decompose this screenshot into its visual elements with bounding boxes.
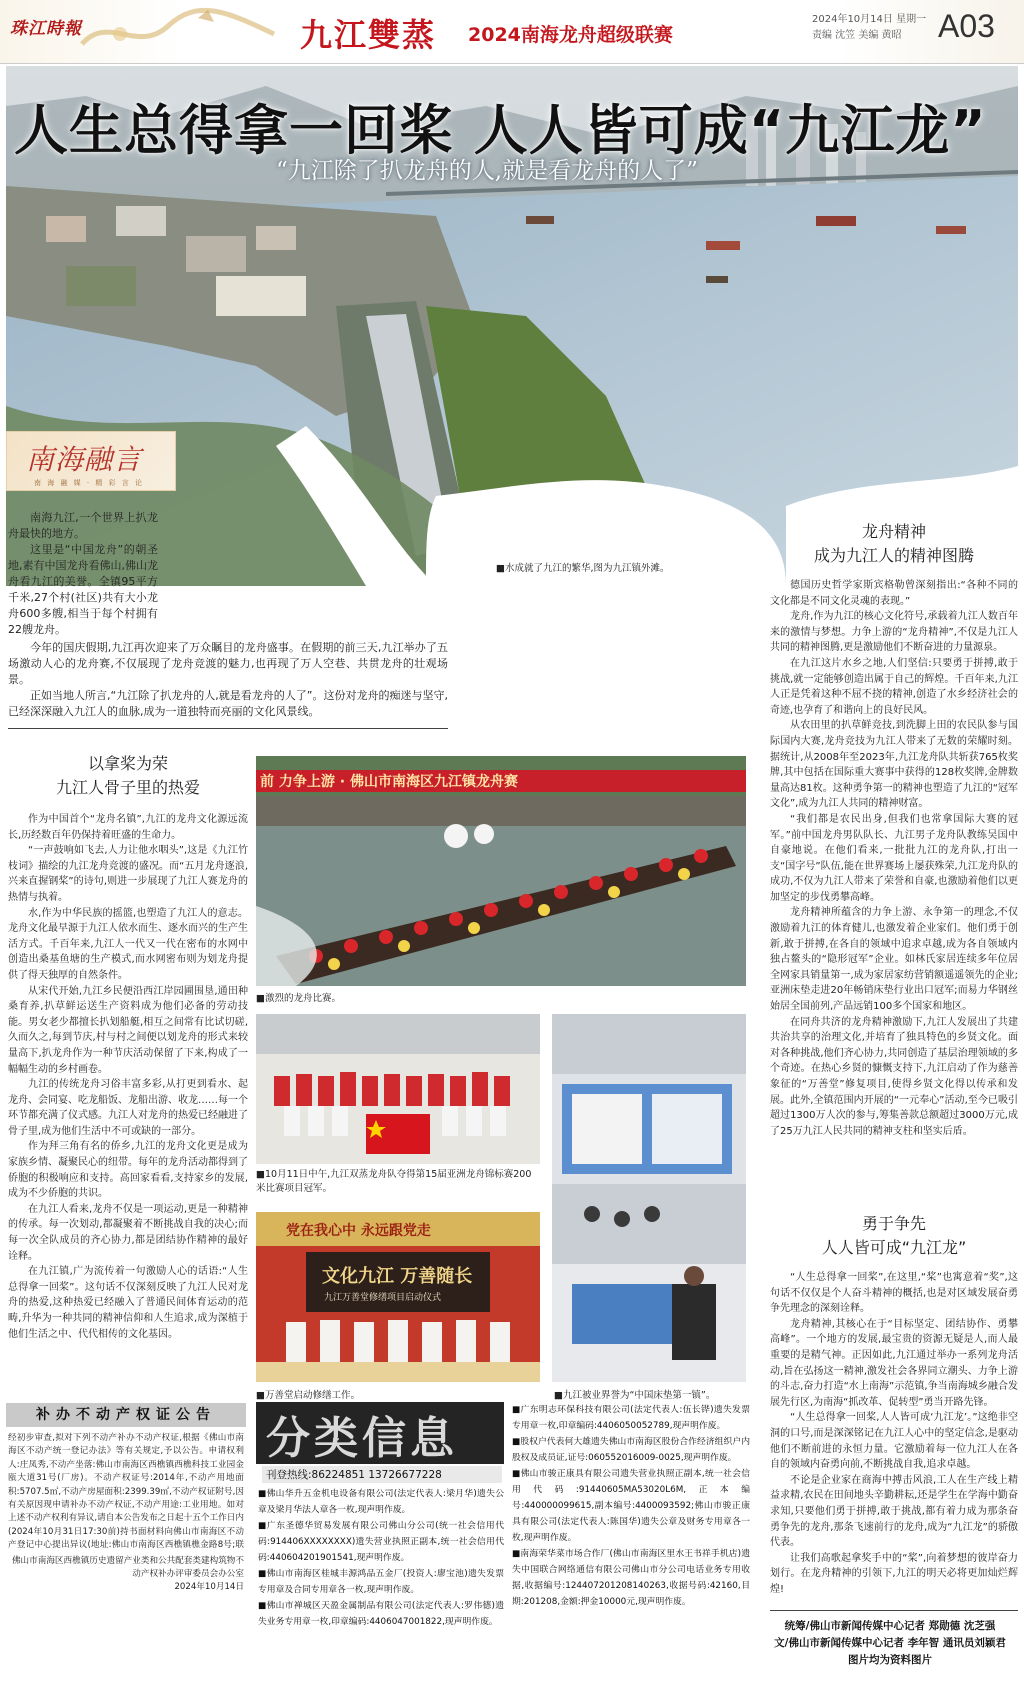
classifieds-hotline: 刊登热线:86224851 13726677228 bbox=[262, 1466, 502, 1483]
stage-screen-title: 文化九江 万善随长 bbox=[322, 1266, 473, 1287]
article-paragraph: 龙舟精神,其核心在于“目标坚定、团结协作、勇攀高峰”。一个地方的发展,最宝贵的资源无疑是人,而人最重要的是精气神。正因如此,九江通过举办一系列龙舟活动,旨在弘扬这一精神,激发社会各界同立潮头、力争上游的斗志,奋力打造“水上南海”示范镇,争当南海城乡融合发展先行区,为南海“抓改革、促转型”勇当开路先锋。 bbox=[770, 1318, 1018, 1408]
credit-line: 文/佛山市新闻传媒中心记者 李年智 通讯员刘颖君 bbox=[774, 1637, 1006, 1649]
article-paragraph: “人生总得拿一回桨”,在这里,“桨”也寓意着“奖”,这句话不仅仅是个人奋斗精神的概括,也是对区域发展奋勇争先理念的深刻诠释。 bbox=[770, 1272, 1018, 1315]
article-paragraph: 龙舟,作为九江的核心文化符号,承载着九江人数百年来的激情与梦想。力争上游的“龙舟精神”,不仅是九江人共同的精神图腾,更是激励他们不断奋进的力量源泉。 bbox=[770, 611, 1018, 654]
column-badge-subtitle: 南 海 融 媒 · 精 彩 言 论 bbox=[34, 479, 145, 487]
notice-signer: 佛山市南海区西樵镇历史遗留产业类和公共配套类建构筑物不动产权补办评审委员会办公室 bbox=[11, 1556, 244, 1579]
classifieds-column-mid bbox=[258, 1486, 504, 1676]
article-credits bbox=[760, 1618, 1020, 1669]
hero-caption: ■水成就了九江的繁华,图为九江镇外滩。 bbox=[496, 563, 670, 574]
article-paragraph: 在九江人看来,龙舟不仅是一项运动,更是一种精神的传承。每一次划动,都凝聚着不断挑战自我的决心;而每一次全队成员的齐心协力,都是团结协作精神的最好诠释。 bbox=[8, 1203, 248, 1262]
article-paragraph: 在九江镇,广为流传着一句激励人心的话语:“人生总得拿一回桨”。这句话不仅深刻反映了九江人民对龙舟的热爱,这种热爱已经融入了普通民间体育运动的范畴,升华为一种共同的精神信仰和人生追求,成为深植于他们生活之中、代代相传的文化基因。 bbox=[8, 1266, 248, 1340]
right-heading1-line1: 龙舟精神 bbox=[861, 522, 926, 541]
stage-caption: ■万善堂启动修缮工作。 bbox=[256, 1390, 360, 1401]
left-heading-line1: 以拿桨为荣 bbox=[87, 754, 168, 773]
classified-ad: ■股权户代表何大雄遗失佛山市南海区股份合作经济组织户内股权及成员证,证号:06055201600​9-0025,现声明作废。 bbox=[512, 1437, 750, 1463]
classifieds-title: 分类信息 bbox=[266, 1413, 458, 1464]
article-paragraph: “我们都是农民出身,但我们也常拿国际大赛的冠军。”前中国龙舟男队队长、九江男子龙舟队教练吴国中自豪地说。在他们看来,一批批九江的龙舟队,打出一支“国字号”队伍,能在世界赛场上屡获殊荣,九江龙舟队的成功,不仅为九江人带来了荣誉和自豪,也激励着他们以更加坚定的步伐勇攀高峰。 bbox=[770, 813, 1018, 903]
notice-signature bbox=[8, 1555, 244, 1594]
race-caption: ■激烈的龙舟比赛。 bbox=[256, 993, 341, 1004]
notice-date: 2024年10月14日 bbox=[174, 1582, 244, 1592]
article-paragraph: 作为中国首个“龙舟名镇”,九江的龙舟文化源远流长,历经数百年仍保持着旺盛的生命力。 bbox=[8, 814, 248, 841]
right-heading2-line2: 人人皆可成“九江龙” bbox=[821, 1238, 967, 1257]
classified-ad: ■南海荣华菜市场合作厂(佛山市南海区里水王书祥手机店)遗失中国联合网络通信有限公司佛山市分公司电话业务专用收据,收据编号:12440720120814​0263,收据号码:42160,目期:201208,金额:押金10000元,现声明作废。 bbox=[512, 1549, 750, 1607]
dragon-boat-race-photo bbox=[256, 756, 746, 986]
stage-screen-subtitle: 九江万善堂修缮项目启动仪式 bbox=[324, 1293, 442, 1303]
factory-caption: ■九江被业界誉为“中国床垫第一镇”。 bbox=[554, 1390, 716, 1401]
credit-line: 统筹/佛山市新闻传媒中心记者 郑勋德 沈芝强 bbox=[784, 1620, 996, 1632]
credit-line: 图片均为资料图片 bbox=[848, 1654, 932, 1666]
article-paragraph: 在九江这片水乡之地,人们坚信:只要勇于拼搏,敢于挑战,就一定能够创造出属于自己的辉煌。千百年来,九江人正是凭着这种不屈不挠的精神,创造了水乡经济社会的奇迹,也孕育了和谐向上的良好民风。 bbox=[770, 657, 1018, 716]
editor-line: 责编 沈笠 美编 黄昭 bbox=[812, 30, 902, 41]
race-banner-text: 前 力争上游 · 佛山市南海区九江镇龙舟赛 bbox=[260, 774, 518, 790]
article-paragraph: 作为拜三角有名的侨乡,九江的龙舟文化更是成为家族乡情、凝聚民心的纽带。每年的龙舟活动都得到了侨胞的积极响应和支持。高回家看看,支持家乡的发展,成为不少侨胞的共识。 bbox=[8, 1141, 248, 1200]
dragon-decoration-icon bbox=[78, 4, 278, 60]
article-paragraph: “人生总得拿一回桨,人人皆可成‘九江龙’。”这绝非空洞的口号,而是深深铭记在九江人心中的坚定信念,是驱动他们不断前进的永恒力量。它激励着每一位九江人在各自的领域内奋勇向前,不断挑战自我,追求卓越。 bbox=[770, 1412, 1018, 1471]
right-section2-text bbox=[770, 1270, 1018, 1604]
left-column-text bbox=[8, 812, 248, 1342]
brand-title: 九江雙蒸 bbox=[300, 16, 437, 54]
right-section1-text bbox=[770, 578, 1018, 1139]
intro-block-a bbox=[8, 510, 158, 638]
subheadline: “九江除了扒龙舟的人,就是看龙舟的人了” bbox=[276, 158, 698, 184]
masthead-dateline bbox=[812, 12, 926, 44]
notice-title: 补办不动产权证公告 bbox=[6, 1403, 246, 1427]
article-paragraph: “一声鼓响如飞去,人力让他水咽头”,这是《九江竹枝词》描绘的九江龙舟竞渡的盛况。而“五月龙舟逐浪,兴来直握钢桨”的诗句,则进一步展现了九江人赛龙舟的热情与执着。 bbox=[8, 845, 248, 903]
classifieds-column-right bbox=[512, 1402, 750, 1676]
issue-date: 2024年10月14日 星期一 bbox=[812, 14, 927, 25]
left-heading-line2: 九江人骨子里的热爱 bbox=[55, 778, 200, 797]
team-caption: ■10月11日中午,九江双蒸龙舟队夺得第15届亚洲龙舟锦标赛200米比赛项目冠军。 bbox=[256, 1169, 532, 1194]
article-paragraph: 水,作为中华民族的摇篮,也塑造了九江人的意志。龙舟文化最早源于九江人依水而生、逐水而兴的生产生活方式。千百年来,九江人一代又一代在密布的水网中创造出桑基鱼塘的生产模式,而水网密布则为划龙舟提供了得天独厚的自然条件。 bbox=[8, 907, 248, 981]
page-number: A03 bbox=[938, 8, 995, 44]
article-paragraph: 在同舟共济的龙舟精神激励下,九江人发展出了共建共治共享的治理文化,并培育了独具特色的乡贤文化。面对各种挑战,他们齐心协力,共同创造了基层治理领域的多个奇迹。在热心乡贤的慷慨支持下,九江启动了作为慈善象征的“万善堂”修复项目,使得乡贤文化得以传承和发展。此外,全镇范围内开展的“一元奉心”活动,至今已吸引超过1300万人次的参与,筹集善款总额超过3000万元,成了25万九江人民共同的精神支柱和坚实后盾。 bbox=[770, 1016, 1018, 1137]
intro-block-b bbox=[8, 640, 448, 720]
article-paragraph: 龙舟精神所蕴含的力争上游、永争第一的理念,不仅激励着九江的体育健儿,也激发着企业家们。他们勇于创新,敢于拼搏,在各自的领域中追求卓越,成为各自领域内独占鳌头的“隐形冠军”企业。如林氏家居连续多年位居全网家具销量第一,成为家居家纺营销额遥遥领先的企业;亚洲床垫走进20年畅销床垫行业出口冠军;而易力华钢丝始居全国前列,产品远销100多个国家和地区。 bbox=[770, 907, 1018, 1013]
article-paragraph: 九江的传统龙舟习俗丰富多彩,从打更到看水、起龙舟、会同宴、吃龙船饭、龙船出游、收龙……每一个环节都充满了仪式感。九江人对龙舟的热爱已经融进了骨子里,成为他们生活中不可或缺的一部分。 bbox=[8, 1079, 248, 1137]
article-paragraph: 不论是企业家在商海中搏击风浪,工人在生产线上精益求精,农民在田间地头辛勤耕耘,还是学生在学海中勤奋求知,只要他们勇于拼搏,敢于挑战,都有着力成为那条奋勇争先的龙舟,那条飞速前行的龙舟,成为“九江龙”的骄傲代表。 bbox=[770, 1474, 1018, 1549]
restoration-ceremony-photo bbox=[256, 1212, 540, 1382]
divider bbox=[8, 728, 448, 729]
team-champion-photo bbox=[256, 1014, 540, 1164]
column-badge-title: 南海融言 bbox=[26, 443, 143, 476]
right-heading1-line2: 成为九江人的精神图腾 bbox=[813, 546, 974, 565]
article-paragraph: 从宋代开始,九江乡民便沿西江岸园圃围垦,通田种桑育养,扒草鲜运送生产资料成为他们必备的劳动技能。男女老少都擅长扒划船艇,相互之间常有比试切磋,久而久之,每到节庆,村与村之间便以划龙舟的形式来较量高下,扒龙舟作为一种节庆活动保留了下来,构成了一幅幅生动的乡村画卷。 bbox=[8, 985, 248, 1075]
right-section2-heading bbox=[770, 1212, 1018, 1260]
headline: 人生总得拿一回桨 人人皆可成“九江龙” bbox=[14, 99, 987, 162]
classified-ad: ■佛山市骏正康具有限公司遗失营业执照正副本,统一社会信用代码:91440605MA53020L6M,正本编号:440000099615,副本编号:4400093592;佛山市骏正康具有限公司(法定代表人:陈国华)遗失公章及财务专用章各一枚,现声明作废。 bbox=[512, 1469, 750, 1543]
article-paragraph: 德国历史哲学家斯宾格勒曾深刻指出:“各种不同的文化都是不同文化灵魂的表现。” bbox=[770, 580, 1018, 607]
article-paragraph: 从农田里的扒草鲜竞技,到洗脚上田的农民队参与国际国内大赛,龙舟竞技为九江人带来了无数的荣耀时刻。据统计,从2008年至2023年,九江龙舟队共斩获765枚奖牌,其中包括在国际重大赛事中获得的128枚奖牌,金牌数量高达81枚。这种勇争第一的精神也塑造了九江的“冠军文化”,成为九江人共同的精神财富。 bbox=[770, 720, 1018, 810]
intro-paragraph: 今年的国庆假期,九江再次迎来了万众瞩目的龙舟盛事。在假期的前三天,九江举办了五场激动人心的龙舟赛,不仅展现了龙舟竞渡的魅力,也再现了万人空巷、共贯龙舟的壮观场景。 bbox=[8, 641, 448, 686]
classified-ad: ■佛山市禅城区天盈金属制品有限公司(法定代表人:罗伟德)遗失业务专用章一枚,印章编码:4406047001822,现声明作废。 bbox=[258, 1601, 504, 1627]
right-section1-heading bbox=[770, 520, 1018, 568]
article-paragraph: 让我们高歌起拿奖手中的“桨”,向着梦想的彼岸奋力划行。在龙舟精神的引领下,九江的明天必将更加灿烂辉煌! bbox=[770, 1552, 1018, 1595]
notice-body: 经初步审查,拟对下列不动产补办不动产权证,根据《佛山市南海区不动产统一登记办法》等有关规定,予以公告。申请权利人:庄凤秀,不动产坐落:佛山市南海区西樵镇西樵科技工业园金瓯大道31号(厂房)。不动产权证号:2014年,不动产用地面积:5707.5㎡,不动产房屋面积:2399.39㎡,不动产权证附号,因有关原因现申请补办不动产权证,不动产用途:工业用地。如对上述不动产权利有异议,请自本公告发布之日起十五个工作日内(2024年10月31日17:30前)持书面材料向佛山市南海区不动产登记中心提出异议(地址:佛山市南海区西樵镇樵金路8号;联 bbox=[8, 1433, 244, 1551]
stage-banner-text: 党在我心中 永远跟党走 bbox=[286, 1223, 431, 1239]
event-title: 2024南海龙舟超级联赛 bbox=[468, 24, 673, 46]
left-section-heading bbox=[8, 752, 248, 800]
intro-paragraph: 正如当地人所言,“九江除了扒龙舟的人,就是看龙舟的人了”。这份对龙舟的痴迷与坚守,已经深深融入九江人的血脉,成为一道独特而亮丽的文化风景线。 bbox=[8, 689, 448, 718]
newspaper-logo: 珠江時報 bbox=[10, 19, 82, 39]
intro-paragraph: 南海九江,一个世界上扒龙舟最快的地方。 bbox=[8, 511, 158, 540]
classified-ad: ■广东圣德华贸易发展有限公司佛山分公司(统一社会信用代码:914406XXXXXXXX)遗失营业执照正副本,统一社会信用代码:440604201901541,现声明作废。 bbox=[258, 1521, 504, 1563]
classified-ad: ■广东明志环保科技有限公司(法定代表人:伍长铧)遗失发票专用章一枚,印章编码:4406050052789,现声明作废。 bbox=[512, 1405, 750, 1431]
classified-ad: ■佛山华升五金机电设备有限公司(法定代表人:梁月华)遗失公章及梁月华法人章各一枚,现声明作废。 bbox=[258, 1489, 504, 1515]
divider bbox=[770, 1610, 1018, 1611]
intro-paragraph: 这里是“中国龙舟”的朝圣地,素有中国龙舟看佛山,佛山龙舟看九江的美誉。全镇95平方千米,27个村(社区)共有大小龙舟600多艘,相当于每个村拥有22艘龙舟。 bbox=[8, 543, 158, 636]
right-heading2-line1: 勇于争先 bbox=[861, 1214, 926, 1233]
classified-ad: ■佛山市南海区桂城丰源鸿品五金厂(投资人:廖宝池)遗失发票专用章及合同专用章各一枚,现声明作废。 bbox=[258, 1569, 504, 1595]
mattress-factory-photo bbox=[552, 1014, 746, 1382]
